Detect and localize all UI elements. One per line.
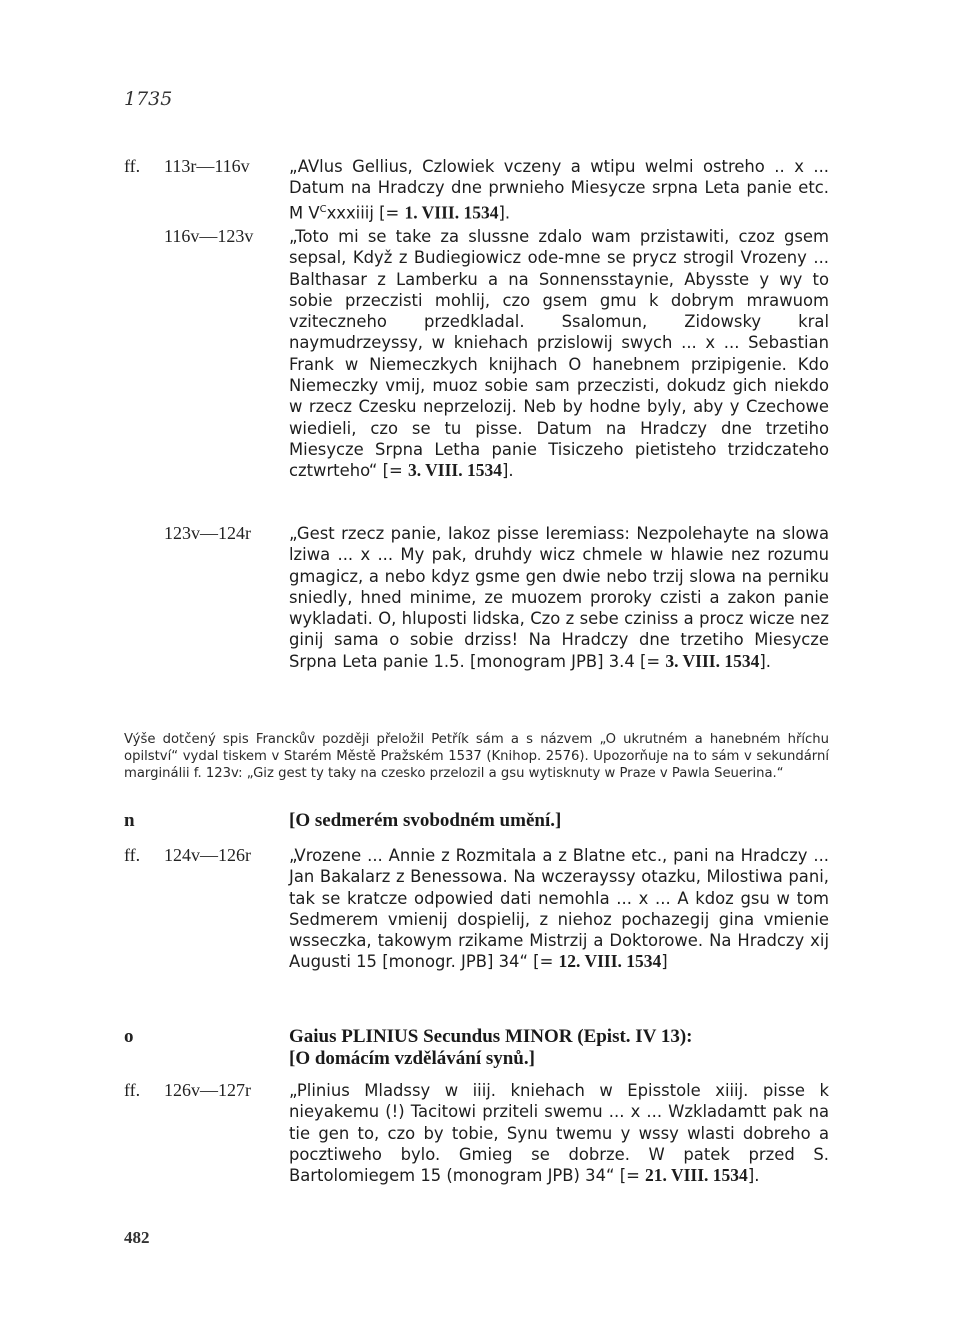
section-marker: n [124,810,135,831]
folio-reference [124,226,253,247]
folio-range: 116v—123v [164,226,254,246]
ff-label: ff. [124,156,141,176]
folio-range: 113r—116v [164,156,250,176]
section-heading: [O sedmerém svobodném umění.] [289,810,562,831]
entry-text: „Vrozene ... Annie z Rozmitala a z Blatne etc., pani na Hradczy ... Jan Bakalarz z Benessowa. Na wczerayssy otazku, Milostiwa pani, tak se kratcze odpowied dati nemohla ... x ... A kdoz gsu w tom Sedmerem vmienij dospielij, z niehoz pochazegij gina vmienie wsseczka, takowym rzikame Mistrzij a Doktorowe. Na Hradczy xij Augusti 15 [monogr. JPB] 34“ [= 12. VIII. 1534] [289,846,829,972]
date-bold: 3. VIII. 1534 [665,650,760,671]
folio-reference [124,156,250,177]
folio-range: 123v—124r [164,523,251,543]
entry-text: „AVlus Gellius, Czlowiek vczeny a wtipu welmi ostreho .. x ... Datum na Hradczy dne prwnieho Miesycze srpna Leta panie etc. M $V^Cxxxiiij$ [= 1. VIII. 1534]. [289,157,829,223]
ff-label: ff. [124,845,141,865]
folio-reference [124,1080,251,1101]
section-heading: Gaius PLINIUS Secundus MINOR (Epist. IV 13): [O domácím vzdělávání synů.] [289,1026,693,1069]
folio-range: 126v—127r [164,1080,251,1100]
editorial-note: Výše dotčený spis Franckův později přeložil Petřík sám a s názvem „O ukrutném a hanebném hříchu opilství“ vydal tiskem v Starém Městě Pražském 1537 (Knihop. 2576). Upozorňuje na to sám v sekundární marginálii f. 123v: „Giz gest ty taky na czesko przelozil a gsu wytisknuty w Praze v Pawla Seuerina.“ [124,732,829,781]
date-bold: 12. VIII. 1534 [558,951,662,972]
folio-reference [124,845,251,866]
date-bold: 21. VIII. 1534 [645,1165,748,1186]
folio-reference [124,523,251,544]
entry-text: „Toto mi se take za slussne zdalo wam przistawiti, czoz gsem sepsal, Když z Budiegiowicz ode-mne se prycz strogil Vrozeny ... Balthasar z Lamberku a na Sonnensstaynie, Abysste y wy to sobie przeczisti mohlij, czo gsem gmu k dobrym mrawuom vziteczneho przedkladal. Ssalomun, Zidowsky kral naymudrzeyssy, w kniehach przislowij swych ... x ... Sebastian Frank w Niemeczkych knijhach O hanebnem przipigenie. Kdo Niemeczky vmij, muoz sobie sam przeczisti, dokudz gich niekdo w rzecz Czesku neprzelozij. Neb by hodne byly, aby y Czechowe wiedieli, czo se tu pisse. Datum na Hradczy dne trzetiho Miesycze Srpna Letha panie Tisiczeho pietisteho trzidczateho cztwrteho“ [= 3. VIII. 1534]. [289,227,829,481]
section-marker: o [124,1026,134,1047]
entry-text: „Gest rzecz panie, Iakoz pisse Ieremiass: Nezpolehayte na slowa lziwa ... x ... My pak, druhdy wicz chmele w hlawie nez rozumu gmagicz, a nebo kdyz gsme gen dwie nebo trzij slowa na perniku sniedly, hned minime, ze muozem proroky czisti a zakon panie wykladati. O, hluposti lidska, Czo z sebe cziniss a procz wicze nez ginij sama o sobie drziss! Na Hradczy dne trzetiho Miesycze Srpna Leta panie 1.5. [monogram JPB] 3.4 [= 3. VIII. 1534]. [289,524,829,671]
folio-range: 124v—126r [164,845,251,865]
date-bold: 1. VIII. 1534 [404,202,499,223]
page-number: 482 [124,1228,150,1247]
date-bold: 3. VIII. 1534 [407,460,502,481]
entry-text: „Plinius Mladssy w iiij. kniehach w Episstole xiiij. pisse k nieyakemu (!) Tacitowi prziteli swemu ... x ... Wzkladamtt pak na tie gen to, czo by tobie, Synu twemu y wssy wlasti dobreho a pocztiweho bylo. Gmieg se dobrze. W patek przed S. Bartolomiegem 15 (monogram JPB) 34“ [= 21. VIII. 1534]. [289,1081,829,1186]
ff-label: ff. [124,1080,141,1100]
running-year: 1735 [124,88,173,110]
